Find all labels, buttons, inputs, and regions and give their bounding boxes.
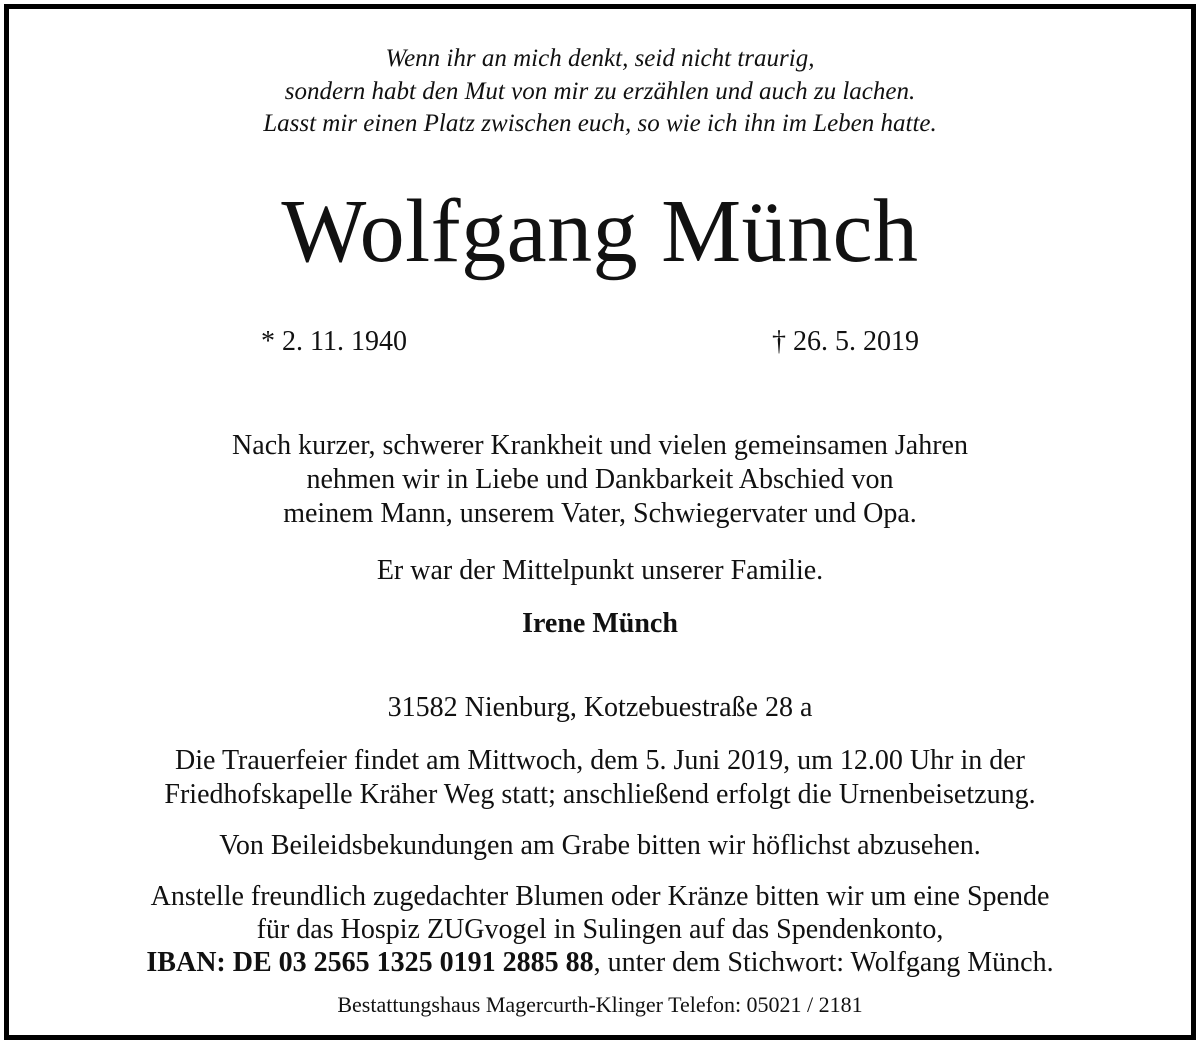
obituary-notice: [4, 4, 1196, 1040]
poem-line-1: Wenn ihr an mich denkt, seid nicht traurig,: [385, 45, 815, 72]
mourner-name: [9, 610, 1191, 638]
deceased-name: Wolfgang Münch: [281, 182, 919, 281]
poem-line-3: Lasst mir einen Platz zwischen euch, so wie ich ihn im Leben hatte.: [263, 110, 937, 137]
birth-date: * 2. 11. 1940: [261, 326, 407, 357]
condolences-note: Von Beileidsbekundungen am Grabe bitten wir höflichst abzusehen.: [219, 830, 981, 861]
donation-line-1: Anstelle freundlich zugedachter Blumen oder Kränze bitten wir um eine Spende: [150, 881, 1050, 912]
mourner-address: 31582 Nienburg, Kotzebuestraße 28 a: [387, 692, 813, 723]
mourner-name-text: Irene Münch: [522, 608, 678, 639]
family-center-line: Er war der Mittelpunkt unserer Familie.: [376, 555, 824, 586]
ceremony-line-2: Friedhofskapelle Kräher Weg statt; anschließend erfolgt die Urnenbeisetzung.: [164, 779, 1036, 810]
donation-keyword: , unter dem Stichwort: Wolfgang Münch.: [593, 947, 1054, 978]
donation-line-2: für das Hospiz ZUGvogel in Sulingen auf das Spendenkonto,: [256, 914, 944, 945]
message-line-1: Nach kurzer, schwerer Krankheit und vielen gemeinsamen Jahren: [232, 430, 968, 461]
donation-line-3: [9, 949, 1191, 977]
iban: IBAN: DE 03 2565 1325 0191 2885 88: [146, 947, 594, 978]
message-line-2: nehmen wir in Liebe und Dankbarkeit Abschied von: [306, 464, 894, 495]
death-date: † 26. 5. 2019: [772, 326, 919, 357]
funeral-home-footer: Bestattungshaus Magercurth-Klinger Telefon: 05021 / 2181: [337, 992, 863, 1017]
poem-line-2: sondern habt den Mut von mir zu erzählen und auch zu lachen.: [284, 78, 916, 105]
message-line-3: meinem Mann, unserem Vater, Schwiegervater und Opa.: [283, 498, 917, 529]
ceremony-line-1: Die Trauerfeier findet am Mittwoch, dem 5. Juni 2019, um 12.00 Uhr in der: [175, 745, 1025, 776]
